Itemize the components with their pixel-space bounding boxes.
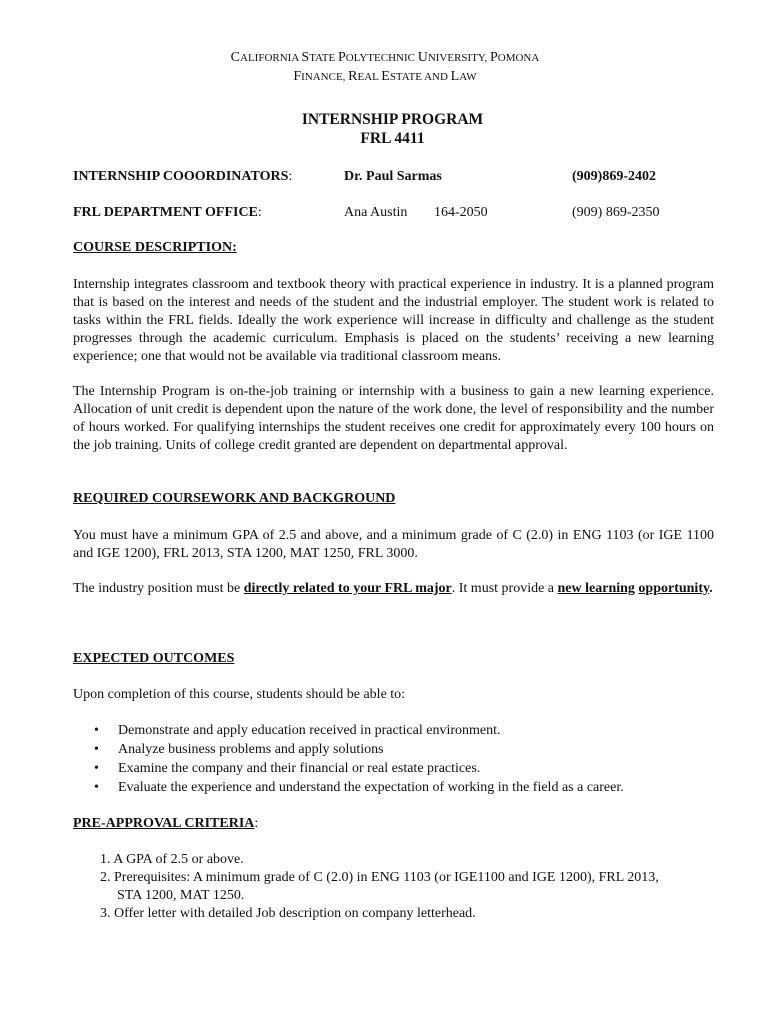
outcomes-intro: Upon completion of this course, students should be able to:: [73, 687, 406, 702]
coordinator-name: Dr. Paul Sarmas: [344, 169, 442, 184]
header-word: POLYTECHNIC: [337, 50, 418, 65]
department-name: [0, 69, 770, 85]
outcomes-list: [94, 723, 624, 799]
program-title: INTERNSHIP PROGRAM: [301, 111, 484, 128]
header-word: REAL: [348, 69, 382, 84]
header-word: POMONA: [489, 50, 540, 65]
header-word: CALIFORNIA: [230, 50, 302, 65]
internship-program-paragraph: The Internship Program is on-the-job training or internship with a business to gain a new learning experience. Allocation of unit credit is dependent upon the nature of the work done, the level of responsibility and the number of hours worked. For qualifying internships the student receives one credit for approximately every 100 hours on the job training. Units of college credit granted are dependent on departmental approval.: [73, 384, 714, 453]
header-word: STATE: [301, 50, 338, 65]
office-phone: (909) 869-2350: [572, 205, 660, 220]
required-coursework-heading: REQUIRED COURSEWORK AND BACKGROUND: [73, 491, 396, 506]
expected-outcomes-heading: EXPECTED OUTCOMES: [73, 651, 235, 666]
course-description-heading: COURSE DESCRIPTION:: [73, 240, 237, 255]
coordinators-label: INTERNSHIP COOORDINATORS:: [73, 169, 293, 184]
required-coursework-paragraph: You must have a minimum GPA of 2.5 and above, and a minimum grade of C (2.0) in ENG 1103 (or IGE 1100 and IGE 1200), FRL 2013, STA 1200, MAT 1250, FRL 3000.: [73, 528, 714, 561]
list-item: • Evaluate the experience and understand the expectation of working in the field as a career.: [94, 780, 624, 795]
office-contact-name: Ana Austin: [344, 205, 408, 220]
coordinator-phone: (909)869-2402: [572, 169, 656, 184]
office-extension: 164-2050: [434, 205, 488, 220]
header-word: UNIVERSITY,: [417, 50, 490, 65]
industry-position-paragraph: The industry position must be directly related to your FRL major. It must provide a new learning opportunity.: [73, 581, 713, 596]
list-item: • Examine the company and their financial or real estate practices.: [94, 761, 481, 776]
list-item: • Analyze business problems and apply solutions: [94, 742, 384, 757]
list-item: 1. A GPA of 2.5 or above.: [100, 852, 244, 867]
header-word: FINANCE,: [293, 69, 349, 84]
header-word: LAW: [450, 69, 477, 84]
list-item: • Demonstrate and apply education received in practical environment.: [94, 723, 501, 738]
course-description-paragraph: Internship integrates classroom and textbook theory with practical experience in industry. It is a planned program that is based on the interest and needs of the student and the industrial employer. The student work is related to tasks within the FRL fields. Ideally the work experience will increase in difficulty and challenge as the student progresses through the academic curriculum. Emphasis is placed on the students’ receiving a new learning experience; one that would not be available via traditional classroom means.: [73, 277, 714, 364]
pre-approval-heading: PRE-APPROVAL CRITERIA:: [73, 816, 259, 831]
course-code: FRL 4411: [360, 130, 425, 147]
university-name: [0, 50, 770, 66]
list-item: 3. Offer letter with detailed Job description on company letterhead.: [100, 906, 476, 921]
list-item: 2. Prerequisites: A minimum grade of C (2.0) in ENG 1103 (or IGE1100 and IGE 1200), FRL 2013,: [100, 870, 659, 885]
pre-approval-list: [100, 851, 659, 923]
list-item-continuation: STA 1200, MAT 1250.: [117, 888, 245, 903]
office-label: FRL DEPARTMENT OFFICE:: [73, 205, 262, 220]
header-word: ESTATE AND: [381, 69, 451, 84]
